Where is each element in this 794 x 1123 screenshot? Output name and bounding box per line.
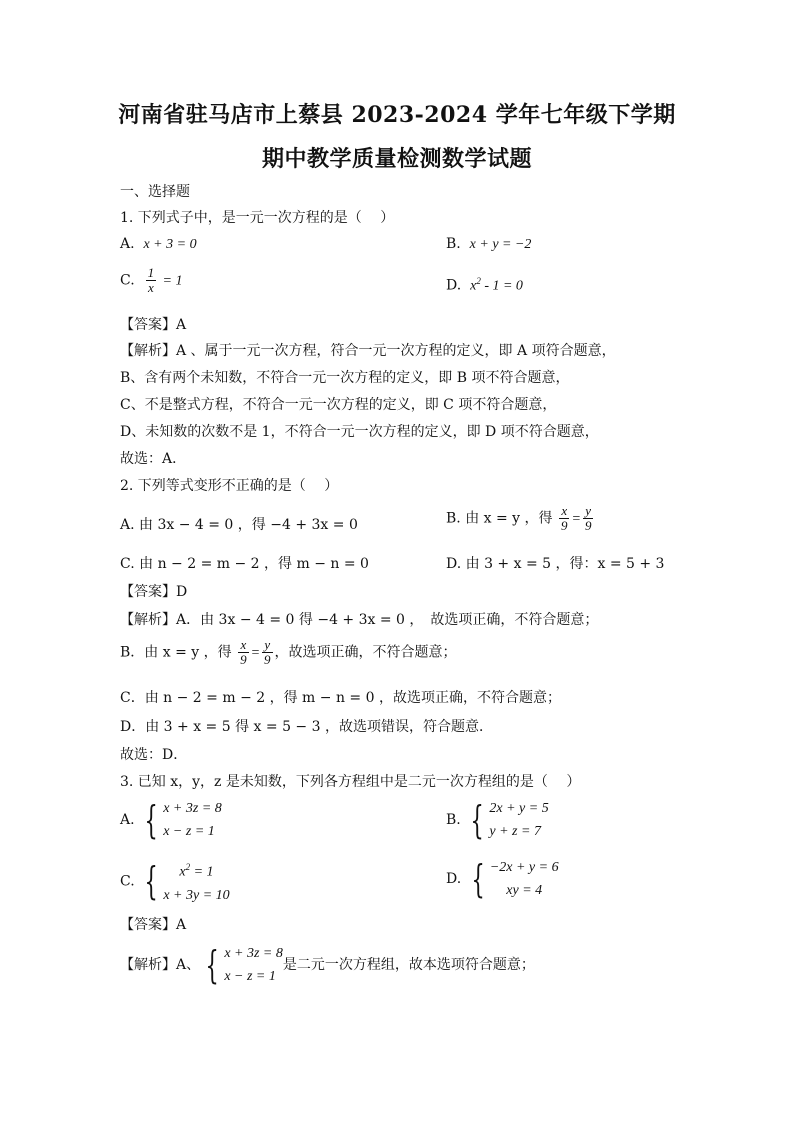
- equation-1: [179, 856, 213, 884]
- fraction-numerator: 1: [147, 265, 155, 280]
- doc-title-line1: 河南省驻马店市上蔡县 2023-2024 学年七年级下学期: [118, 102, 676, 128]
- option-label: A.: [120, 236, 135, 252]
- q3-option-d-system: [466, 856, 559, 902]
- option-label: D.: [446, 277, 462, 294]
- equation-1: 2x + y = 5: [489, 801, 549, 816]
- equation-stack: [163, 797, 222, 843]
- q1-option-b-expr: x + y = −2: [469, 237, 532, 252]
- equation-1-exponent: 2: [185, 862, 191, 872]
- equation-1-rest: = 1: [190, 864, 214, 880]
- fraction-denominator: 9: [584, 518, 592, 533]
- q3-explain-a: [120, 942, 535, 988]
- q1-answer: 【答案】A: [120, 317, 187, 333]
- equation-stack: [163, 856, 229, 907]
- q2-explain-b-fraction-2: [262, 638, 273, 667]
- equals-sign: =: [571, 511, 581, 527]
- q2-option-c: C. 由 n − 2 = m − 2 ，得 m − n = 0: [120, 556, 369, 572]
- fraction-denominator: 9: [560, 518, 568, 533]
- left-brace-icon: {: [471, 857, 485, 901]
- q3-option-b: [446, 797, 549, 843]
- equation-2: x + 3y = 10: [163, 887, 230, 903]
- q2-option-d: D. 由 3 + x = 5 ，得：x = 5 + 3: [446, 556, 665, 572]
- q2-explain-b-suffix: ，故选项正确，不符合题意；: [274, 644, 457, 661]
- q1-option-c: [120, 266, 182, 295]
- equation-2: y + z = 7: [489, 824, 541, 839]
- left-brace-icon: {: [205, 943, 219, 987]
- option-label: C.: [120, 873, 135, 890]
- q2-option-b-prefix: B. 由 x = y ，得: [446, 510, 553, 527]
- q2-option-b-fraction-1: [559, 504, 570, 533]
- q3-stem: 3. 已知 x，y，z 是未知数，下列各方程组中是二元一次方程组的是（ ）: [120, 774, 581, 790]
- equation-stack: [490, 856, 559, 902]
- equation-stack: [489, 797, 548, 843]
- q2-explain-b-fraction-1: [238, 638, 249, 667]
- q2-explain-b: [120, 638, 457, 667]
- section-heading: 一、选择题: [120, 184, 190, 200]
- q1-explain-2: B、含有两个未知数，不符合一元一次方程的定义，即 B 项不符合题意，: [120, 370, 570, 386]
- equation-2: x − z = 1: [163, 824, 215, 839]
- doc-title-line2: 期中教学质量检测数学试题: [261, 146, 532, 172]
- option-label: D.: [446, 871, 462, 887]
- option-label: C.: [120, 272, 135, 289]
- q3-explain-system: [200, 942, 283, 988]
- q3-explain-prefix: 【解析】A、: [120, 957, 201, 973]
- equation-1: −2x + y = 6: [489, 860, 559, 875]
- q1-option-d-exponent: 2: [476, 276, 481, 286]
- q3-explain-suffix: 是二元一次方程组，故本选项符合题意；: [282, 957, 535, 973]
- left-brace-icon: {: [470, 798, 484, 842]
- q3-option-c-system: [139, 856, 230, 907]
- q1-option-a-expr: x + 3 = 0: [143, 237, 197, 252]
- q2-answer: 【答案】D: [120, 584, 188, 600]
- q1-option-d: [446, 276, 523, 295]
- q2-stem: 2. 下列等式变形不正确的是（ ）: [120, 478, 339, 494]
- fraction-denominator: x: [147, 280, 154, 295]
- q2-explain-d: D．由 3 + x = 5 得 x = 5 − 3 ，故选项错误，符合题意．: [120, 719, 493, 735]
- option-label: B.: [446, 812, 461, 828]
- q2-explain-a: 【解析】A．由 3x − 4 = 0 得 −4 + 3x = 0 ， 故选项正确，不符合题意；: [120, 612, 599, 628]
- q3-answer: 【答案】A: [120, 917, 187, 933]
- option-label: A.: [120, 812, 135, 828]
- q3-option-d: [446, 856, 559, 902]
- equation-1-base: x: [179, 864, 186, 880]
- q1-option-c-rest: = 1: [162, 273, 183, 289]
- equation-2: xy = 4: [506, 883, 543, 898]
- q2-option-b: [446, 504, 595, 533]
- fraction-numerator: x: [238, 638, 249, 653]
- q1-option-a: [120, 236, 197, 253]
- q1-option-d-base: x: [470, 278, 477, 294]
- q1-option-c-fraction: [146, 266, 157, 295]
- fraction-denominator: 9: [264, 652, 271, 667]
- q3-option-b-system: [465, 797, 549, 843]
- q1-explain-1: 【解析】A 、属于一元一次方程，符合一元一次方程的定义，即 A 项符合题意，: [120, 343, 616, 359]
- q1-explain-3: C、不是整式方程，不符合一元一次方程的定义，即 C 项不符合题意，: [120, 397, 557, 413]
- fraction-numerator: x: [559, 504, 570, 519]
- q2-explain-c: C．由 n − 2 = m − 2 ，得 m − n = 0 ，故选项正确，不符合题意；: [120, 690, 561, 706]
- q2-option-a: A. 由 3x − 4 = 0 ，得 −4 + 3x = 0: [120, 517, 358, 533]
- option-label: B.: [446, 236, 461, 252]
- q1-choose: 故选：A．: [120, 451, 187, 467]
- equation-stack: [224, 942, 283, 988]
- equation-1: x + 3z = 8: [224, 946, 283, 961]
- q1-explain-4: D、未知数的次数不是 1，不符合一元一次方程的定义，即 D 项不符合题意，: [120, 424, 599, 440]
- q2-choose: 故选：D．: [120, 747, 188, 763]
- left-brace-icon: {: [144, 798, 158, 842]
- equation-1: x + 3z = 8: [163, 801, 222, 816]
- q2-explain-b-prefix: B．由 x = y ，得: [120, 644, 232, 661]
- fraction-numerator: y: [262, 638, 273, 653]
- fraction-numerator: y: [583, 504, 594, 519]
- q1-option-b: [446, 236, 531, 253]
- equals-sign: =: [250, 645, 261, 661]
- fraction-denominator: 9: [240, 652, 247, 667]
- left-brace-icon: {: [144, 859, 158, 904]
- q1-stem: 1. 下列式子中，是一元一次方程的是（ ）: [120, 210, 395, 226]
- q1-option-d-rest: - 1 = 0: [480, 278, 523, 294]
- q2-option-b-fraction-2: [583, 504, 594, 533]
- q3-option-a: [120, 797, 222, 843]
- q3-option-a-system: [139, 797, 222, 843]
- equation-2: x − z = 1: [224, 969, 276, 984]
- q3-option-c: [120, 856, 230, 907]
